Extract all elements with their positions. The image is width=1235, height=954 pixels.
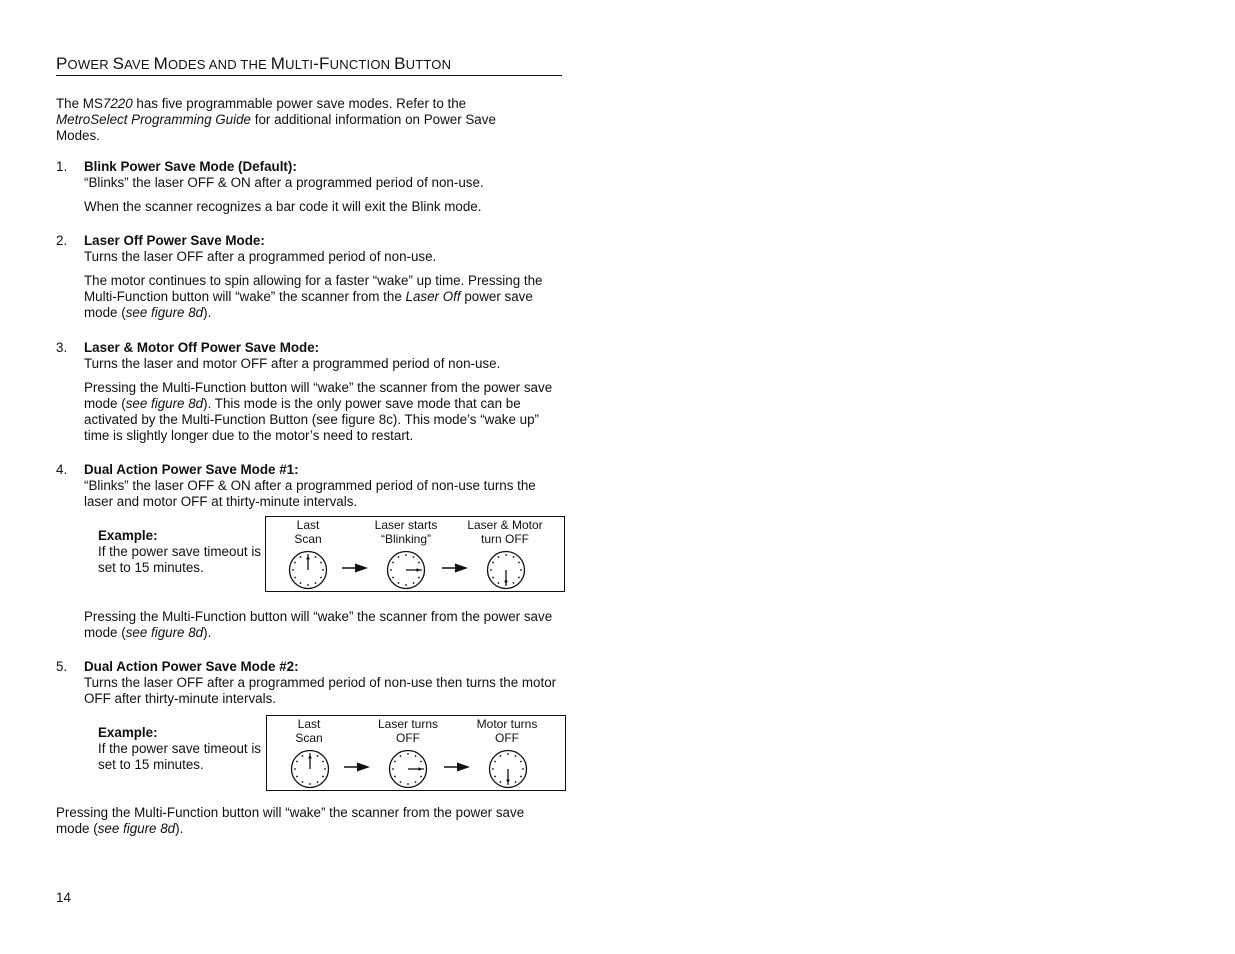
example-text: If the power save timeout is set to 15 minutes. xyxy=(98,741,261,772)
mode-note: The motor continues to spin allowing for a faster “wake” up time. Pressing the Multi-Function button will “wake” the scanner from the Laser Off power save mode (see figure 8d). xyxy=(84,273,543,320)
clock-3-icon xyxy=(388,749,428,789)
mode-note: Pressing the Multi-Function button will “wake” the scanner from the power save mode (see figure 8d). This mode is the only power save mode that can be activated by the Multi-Function Button (see figure 8c). This mode’s “wake up” time is slightly longer due to the motor’s need to restart. xyxy=(84,380,553,443)
example-block xyxy=(98,528,263,576)
arrow-right-icon xyxy=(441,562,469,574)
mode-5-dual-action-2 xyxy=(56,659,568,772)
mode-1-blink xyxy=(56,159,568,215)
mode-description: Turns the laser OFF after a programmed period of non-use. xyxy=(84,249,437,264)
mode-2-laser-off xyxy=(56,233,568,321)
clock-6-icon xyxy=(488,749,528,789)
clock-6-icon xyxy=(486,550,526,590)
mode-note: Pressing the Multi-Function button will “wake” the scanner from the power save mode (see figure 8d). xyxy=(84,609,553,640)
mode-description: Turns the laser OFF after a programmed period of non-use then turns the motor OFF after thirty-minute intervals. xyxy=(84,675,557,706)
caption-laser-turns-off: Laser turns OFF xyxy=(377,717,439,745)
caption-laser-motor-off: Laser & Motor turn OFF xyxy=(467,518,543,546)
mode-heading: Blink Power Save Mode (Default): xyxy=(84,159,297,174)
item-number: 3. xyxy=(56,340,68,355)
mode-description: Turns the laser and motor OFF after a programmed period of non-use. xyxy=(84,356,501,371)
caption-last-scan: Last Scan xyxy=(294,518,322,546)
section-title: POWER SAVE MODES AND THE MULTI-FUNCTION BUTTON xyxy=(56,56,562,76)
arrow-right-icon xyxy=(343,761,371,773)
item-number: 4. xyxy=(56,462,68,477)
timeline-diagram-1 xyxy=(265,516,565,592)
example-label: Example: xyxy=(98,725,158,740)
caption-last-scan: Last Scan xyxy=(295,717,323,745)
item-number: 1. xyxy=(56,159,68,174)
mode-4-dual-action-1 xyxy=(56,462,568,640)
document-page xyxy=(56,54,568,836)
clock-3-icon xyxy=(386,550,426,590)
page-number: 14 xyxy=(56,890,71,905)
caption-laser-starts: Laser starts “Blinking” xyxy=(374,518,438,546)
arrow-right-icon xyxy=(443,761,471,773)
mode-description: “Blinks” the laser OFF & ON after a programmed period of non-use turns the laser and motor OFF at thirty-minute intervals. xyxy=(84,478,536,509)
clock-12-icon xyxy=(290,749,330,789)
closing-paragraph: Pressing the Multi-Function button will “wake” the scanner from the power save mode (see figure 8d). xyxy=(56,805,525,836)
mode-heading: Dual Action Power Save Mode #2: xyxy=(84,659,299,674)
mode-heading: Laser & Motor Off Power Save Mode: xyxy=(84,340,320,355)
mode-heading: Dual Action Power Save Mode #1: xyxy=(84,462,299,477)
example-text: If the power save timeout is set to 15 minutes. xyxy=(98,544,261,575)
example-label: Example: xyxy=(98,528,158,543)
item-number: 5. xyxy=(56,659,68,674)
mode-heading: Laser Off Power Save Mode: xyxy=(84,233,265,248)
item-number: 2. xyxy=(56,233,68,248)
intro-paragraph: The MS7220 has five programmable power save modes. Refer to the MetroSelect Programming Guide for additional information on Power Save Modes. xyxy=(56,96,496,143)
timeline-diagram-2 xyxy=(266,715,566,791)
mode-3-laser-motor-off xyxy=(56,340,568,444)
clock-12-icon xyxy=(288,550,328,590)
mode-note: When the scanner recognizes a bar code it will exit the Blink mode. xyxy=(84,199,482,214)
caption-motor-turns-off: Motor turns OFF xyxy=(476,717,538,745)
example-block xyxy=(98,725,263,773)
arrow-right-icon xyxy=(341,562,369,574)
mode-description: “Blinks” the laser OFF & ON after a programmed period of non-use. xyxy=(84,175,484,190)
